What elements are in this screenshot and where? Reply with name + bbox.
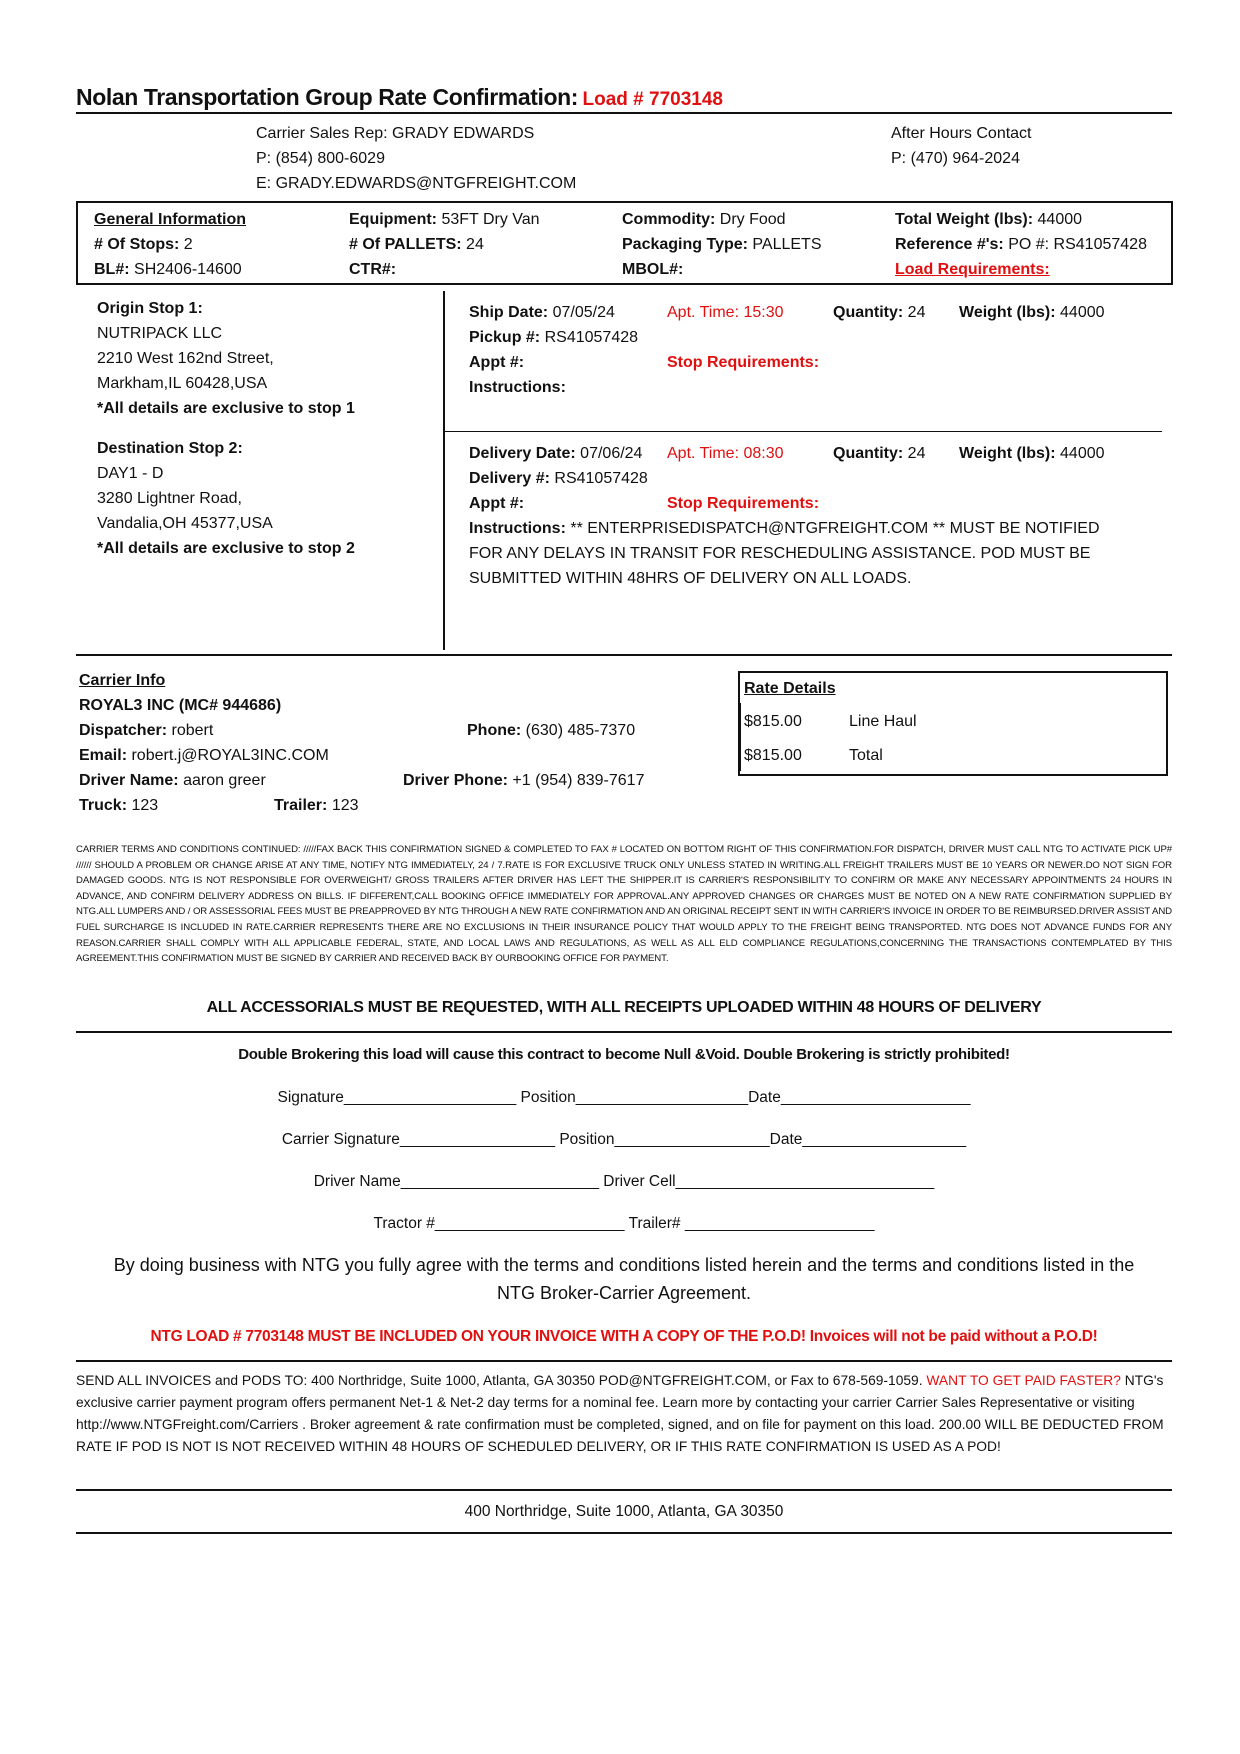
equipment-value: 53FT Dry Van <box>441 211 540 228</box>
ctr-label: CTR#: <box>349 261 397 278</box>
carrier-driver-name: Driver Name: aaron greer <box>79 772 266 789</box>
stops-separator <box>443 431 1162 432</box>
page-title-row <box>76 84 1176 111</box>
destination-appt: Appt #: <box>469 495 525 512</box>
destination-address-block <box>97 436 355 561</box>
packaging-label: Packaging Type: <box>622 236 748 253</box>
signature-line-1[interactable]: Signature____________________ Position____________________Date______________________ <box>277 1089 971 1106</box>
after-hours-phone: P: (470) 964-2024 <box>891 150 1020 167</box>
origin-address-2: Markham,IL 60428,USA <box>97 375 268 392</box>
total-weight-label: Total Weight (lbs): <box>895 211 1034 228</box>
signature-line-3[interactable]: Driver Name_______________________ Driver Cell______________________________ <box>313 1173 935 1190</box>
general-col-4 <box>895 207 1147 282</box>
sales-rep-phone: P: (854) 800-6029 <box>256 150 385 167</box>
origin-address-1: 2210 West 162nd Street, <box>97 350 274 367</box>
general-col-1 <box>94 207 246 282</box>
sales-rep-block <box>256 121 576 196</box>
destination-name: DAY1 - D <box>97 465 164 482</box>
double-brokering-notice: Double Brokering this load will cause this contract to become Null &Void. Double Brokering is strictly prohibited! <box>238 1046 1010 1063</box>
invoice-rule-top <box>76 1360 1172 1362</box>
sales-rep-name: Carrier Sales Rep: GRADY EDWARDS <box>256 125 535 142</box>
paid-faster-link[interactable]: WANT TO GET PAID FASTER? <box>926 1373 1121 1388</box>
rate-row-line-haul: $815.00 <box>744 713 802 730</box>
agreement-text: By doing business with NTG you fully agree with the terms and conditions listed herein and the terms and conditions listed in the NTG Broker-Carrier Agreement. <box>113 1255 1135 1303</box>
bl-label: BL#: <box>94 261 130 278</box>
footer-address: 400 Northridge, Suite 1000, Atlanta, GA 30350 <box>464 1503 784 1520</box>
accessorials-notice: ALL ACCESSORIALS MUST BE REQUESTED, WITH ALL RECEIPTS UPLOADED WITHIN 48 HOURS OF DELIVERY <box>206 999 1042 1016</box>
destination-quantity: Quantity: 24 <box>833 445 926 462</box>
carrier-info-heading: Carrier Info <box>79 672 166 689</box>
rate-row-total: $815.00 <box>744 747 802 764</box>
general-col-3 <box>622 207 822 282</box>
rate-row-line-haul-label: Line Haul <box>849 713 917 730</box>
rate-details-heading: Rate Details <box>744 680 836 697</box>
load-number: Load # 7703148 <box>582 89 723 110</box>
reference-value: PO #: RS41057428 <box>1008 236 1147 253</box>
destination-heading: Destination Stop 2: <box>97 440 243 457</box>
title-underline <box>76 112 1172 114</box>
signature-line-4[interactable]: Tractor #______________________ Trailer# ______________________ <box>373 1215 875 1232</box>
origin-quantity: Quantity: 24 <box>833 304 926 321</box>
after-hours-label: After Hours Contact <box>891 125 1032 142</box>
carrier-email: Email: robert.j@ROYAL3INC.COM <box>79 747 329 764</box>
invoice-rule-bottom <box>76 1489 1172 1491</box>
commodity-value: Dry Food <box>719 211 786 228</box>
origin-address-block <box>97 296 355 421</box>
stops-bottom-rule <box>76 654 1172 656</box>
destination-stop-requirements: Stop Requirements: <box>667 495 820 512</box>
bl-value: SH2406-14600 <box>134 261 242 278</box>
origin-appt: Appt #: <box>469 354 525 371</box>
carrier-phone: Phone: (630) 485-7370 <box>467 722 636 739</box>
invoices-paragraph: SEND ALL INVOICES and PODS TO: 400 Northridge, Suite 1000, Atlanta, GA 30350 POD@NTGFREIGHT.COM, or Fax to 678-569-1059. WANT TO GET PAID FASTER? NTG's exclusive carrier payment program offers permanent Net-1 & Net-2 day terms for a nominal fee. Learn more by contacting your carrier Carrier Sales Representative or visiting http://www.NTGFreight.com/Carriers . Broker agreement & rate confirmation must be completed, signed, and on file for payment on this load. 200.00 WILL BE DEDUCTED FROM RATE IF POD IS NOT IS NOT RECEIVED WITHIN 48 HOURS OF SCHEDULED DELIVERY, OR IF THIS RATE CONFIRMATION IS USED AS A POD! <box>76 1373 1164 1454</box>
general-info-heading: General Information <box>94 211 247 228</box>
origin-weight: Weight (lbs): 44000 <box>959 304 1105 321</box>
origin-stop-requirements: Stop Requirements: <box>667 354 820 371</box>
signature-line-2[interactable]: Carrier Signature__________________ Position__________________Date___________________ <box>281 1131 967 1148</box>
origin-apt-time: Apt. Time: 15:30 <box>667 304 784 321</box>
origin-name: NUTRIPACK LLC <box>97 325 223 342</box>
page-title: Nolan Transportation Group Rate Confirmation: <box>76 84 579 110</box>
after-hours-block <box>891 121 1032 171</box>
destination-weight: Weight (lbs): 44000 <box>959 445 1105 462</box>
stops-label: # Of Stops: <box>94 236 180 253</box>
accessorials-rule <box>76 1031 1172 1033</box>
carrier-truck: Truck: 123 <box>79 797 159 814</box>
pallets-value: 24 <box>466 236 484 253</box>
carrier-dispatcher: Dispatcher: robert <box>79 722 214 739</box>
rate-divider <box>740 703 741 771</box>
load-requirements: Load Requirements: <box>895 261 1050 278</box>
total-weight-value: 44000 <box>1037 211 1083 228</box>
rate-row-total-label: Total <box>849 747 883 764</box>
terms-and-conditions: CARRIER TERMS AND CONDITIONS CONTINUED: /////FAX BACK THIS CONFIRMATION SIGNED & COMPLETED TO FAX # LOCATED ON BOTTOM RIGHT OF THIS CONFIRMATION.FOR DISPATCH, DRIVER MUST CALL NTG TO ACTIVATE PICK UP# ////// SHOULD A PROBLEM OR CHANGE ARISE AT ANY TIME, NOTIFY NTG IMMEDIATELY, 24 / 7.RATE IS FOR EXCLUSIVE TRUCK ONLY UNLESS STATED IN WRITING.ALL FREIGHT TRAILERS MUST BE 10 YEARS OR NEWER.DO NOT SIGN FOR DAMAGED GOODS. NTG IS NOT RESPONSIBLE FOR OVERWEIGHT/ GROSS TRAILERS AFTER DRIVER HAS LEFT THE SHIPPER.IT IS CARRIER'S RESPONSIBILITY TO CONFIRM OR MAKE ANY NECESSARY APPOINTMENTS 24 HOURS IN ADVANCE, AND CONFIRM DELIVERY ADDRESS ON BILLS. IF DIFFERENT,CALL BOOKING OFFICE IMMEDIATELY FOR APPROVAL.ANY APPROVED CHANGES OR CHARGES MUST BE NOTED ON A NEW RATE CONFIRMATION SUPPLIED BY NTG.ALL LUMPERS AND / OR ASSESSORIAL FEES MUST BE PREAPPROVED BY NTG THROUGH A NEW RATE CONFIRMATION AND AN ORIGINAL RECEIPT SENT IN WITH CARRIER'S INVOICE IN ORDER TO BE REIMBURSED.DRIVER ASSIST AND FUEL SURCHARGE IS INCLUDED IN RATE.CARRIER REPRESENTS THERE ARE NO EXCLUSIONS IN THEIR INSURANCE POLICY THAT WOULD APPLY TO THE FREIGHT BEING TRANSPORTED. NTG DOES NOT ADVANCE FUNDS FOR ANY REASON.CARRIER SHALL COMPLY WITH ALL APPLICABLE FEDERAL, STATE, AND LOCAL LAWS AND REGULATIONS, AS WELL AS ALL ELD COMPLIANCE REGULATIONS,CONCERNING THE TRANSACTIONS CONTEMPLATED BY THIS AGREEMENT.THIS CONFIRMATION MUST BE SIGNED BY CARRIER AND RECEIVED BACK BY OURBOOKING OFFICE FOR PAYMENT. <box>76 844 1172 965</box>
origin-instructions: Instructions: <box>469 379 566 396</box>
origin-exclusive-note: *All details are exclusive to stop 1 <box>97 400 355 417</box>
pallets-label: # Of PALLETS: <box>349 236 462 253</box>
commodity-label: Commodity: <box>622 211 716 228</box>
origin-heading: Origin Stop 1: <box>97 300 203 317</box>
destination-exclusive-note: *All details are exclusive to stop 2 <box>97 540 355 557</box>
carrier-name: ROYAL3 INC (MC# 944686) <box>79 697 282 714</box>
invoice-pod-notice: NTG LOAD # 7703148 MUST BE INCLUDED ON YOUR INVOICE WITH A COPY OF THE P.O.D! Invoices will not be paid without a P.O.D! <box>150 1328 1098 1345</box>
destination-instructions: Instructions: ** ENTERPRISEDISPATCH@NTGFREIGHT.COM ** MUST BE NOTIFIED FOR ANY DELAYS IN TRANSIT FOR RESCHEDULING ASSISTANCE. POD MUST BE SUBMITTED WITHIN 48HRS OF DELIVERY ON ALL LOADS. <box>469 520 1100 587</box>
carrier-driver-phone: Driver Phone: +1 (954) 839-7617 <box>403 772 645 789</box>
reference-label: Reference #'s: <box>895 236 1004 253</box>
carrier-trailer: Trailer: 123 <box>274 797 359 814</box>
mbol-label: MBOL#: <box>622 261 684 278</box>
destination-apt-time: Apt. Time: 08:30 <box>667 445 784 462</box>
destination-delivery-number: Delivery #: RS41057428 <box>469 470 648 487</box>
stops-value: 2 <box>183 236 193 253</box>
footer-rule <box>76 1532 1172 1534</box>
destination-address-2: Vandalia,OH 45377,USA <box>97 515 273 532</box>
destination-address-1: 3280 Lightner Road, <box>97 490 242 507</box>
origin-pickup: Pickup #: RS41057428 <box>469 329 639 346</box>
sales-rep-email: E: GRADY.EDWARDS@NTGFREIGHT.COM <box>256 175 577 192</box>
equipment-label: Equipment: <box>349 211 437 228</box>
origin-ship-date: Ship Date: 07/05/24 <box>469 304 615 321</box>
packaging-value: PALLETS <box>752 236 822 253</box>
general-col-2 <box>349 207 540 282</box>
destination-delivery-date: Delivery Date: 07/06/24 <box>469 445 643 462</box>
stops-divider <box>443 291 445 650</box>
